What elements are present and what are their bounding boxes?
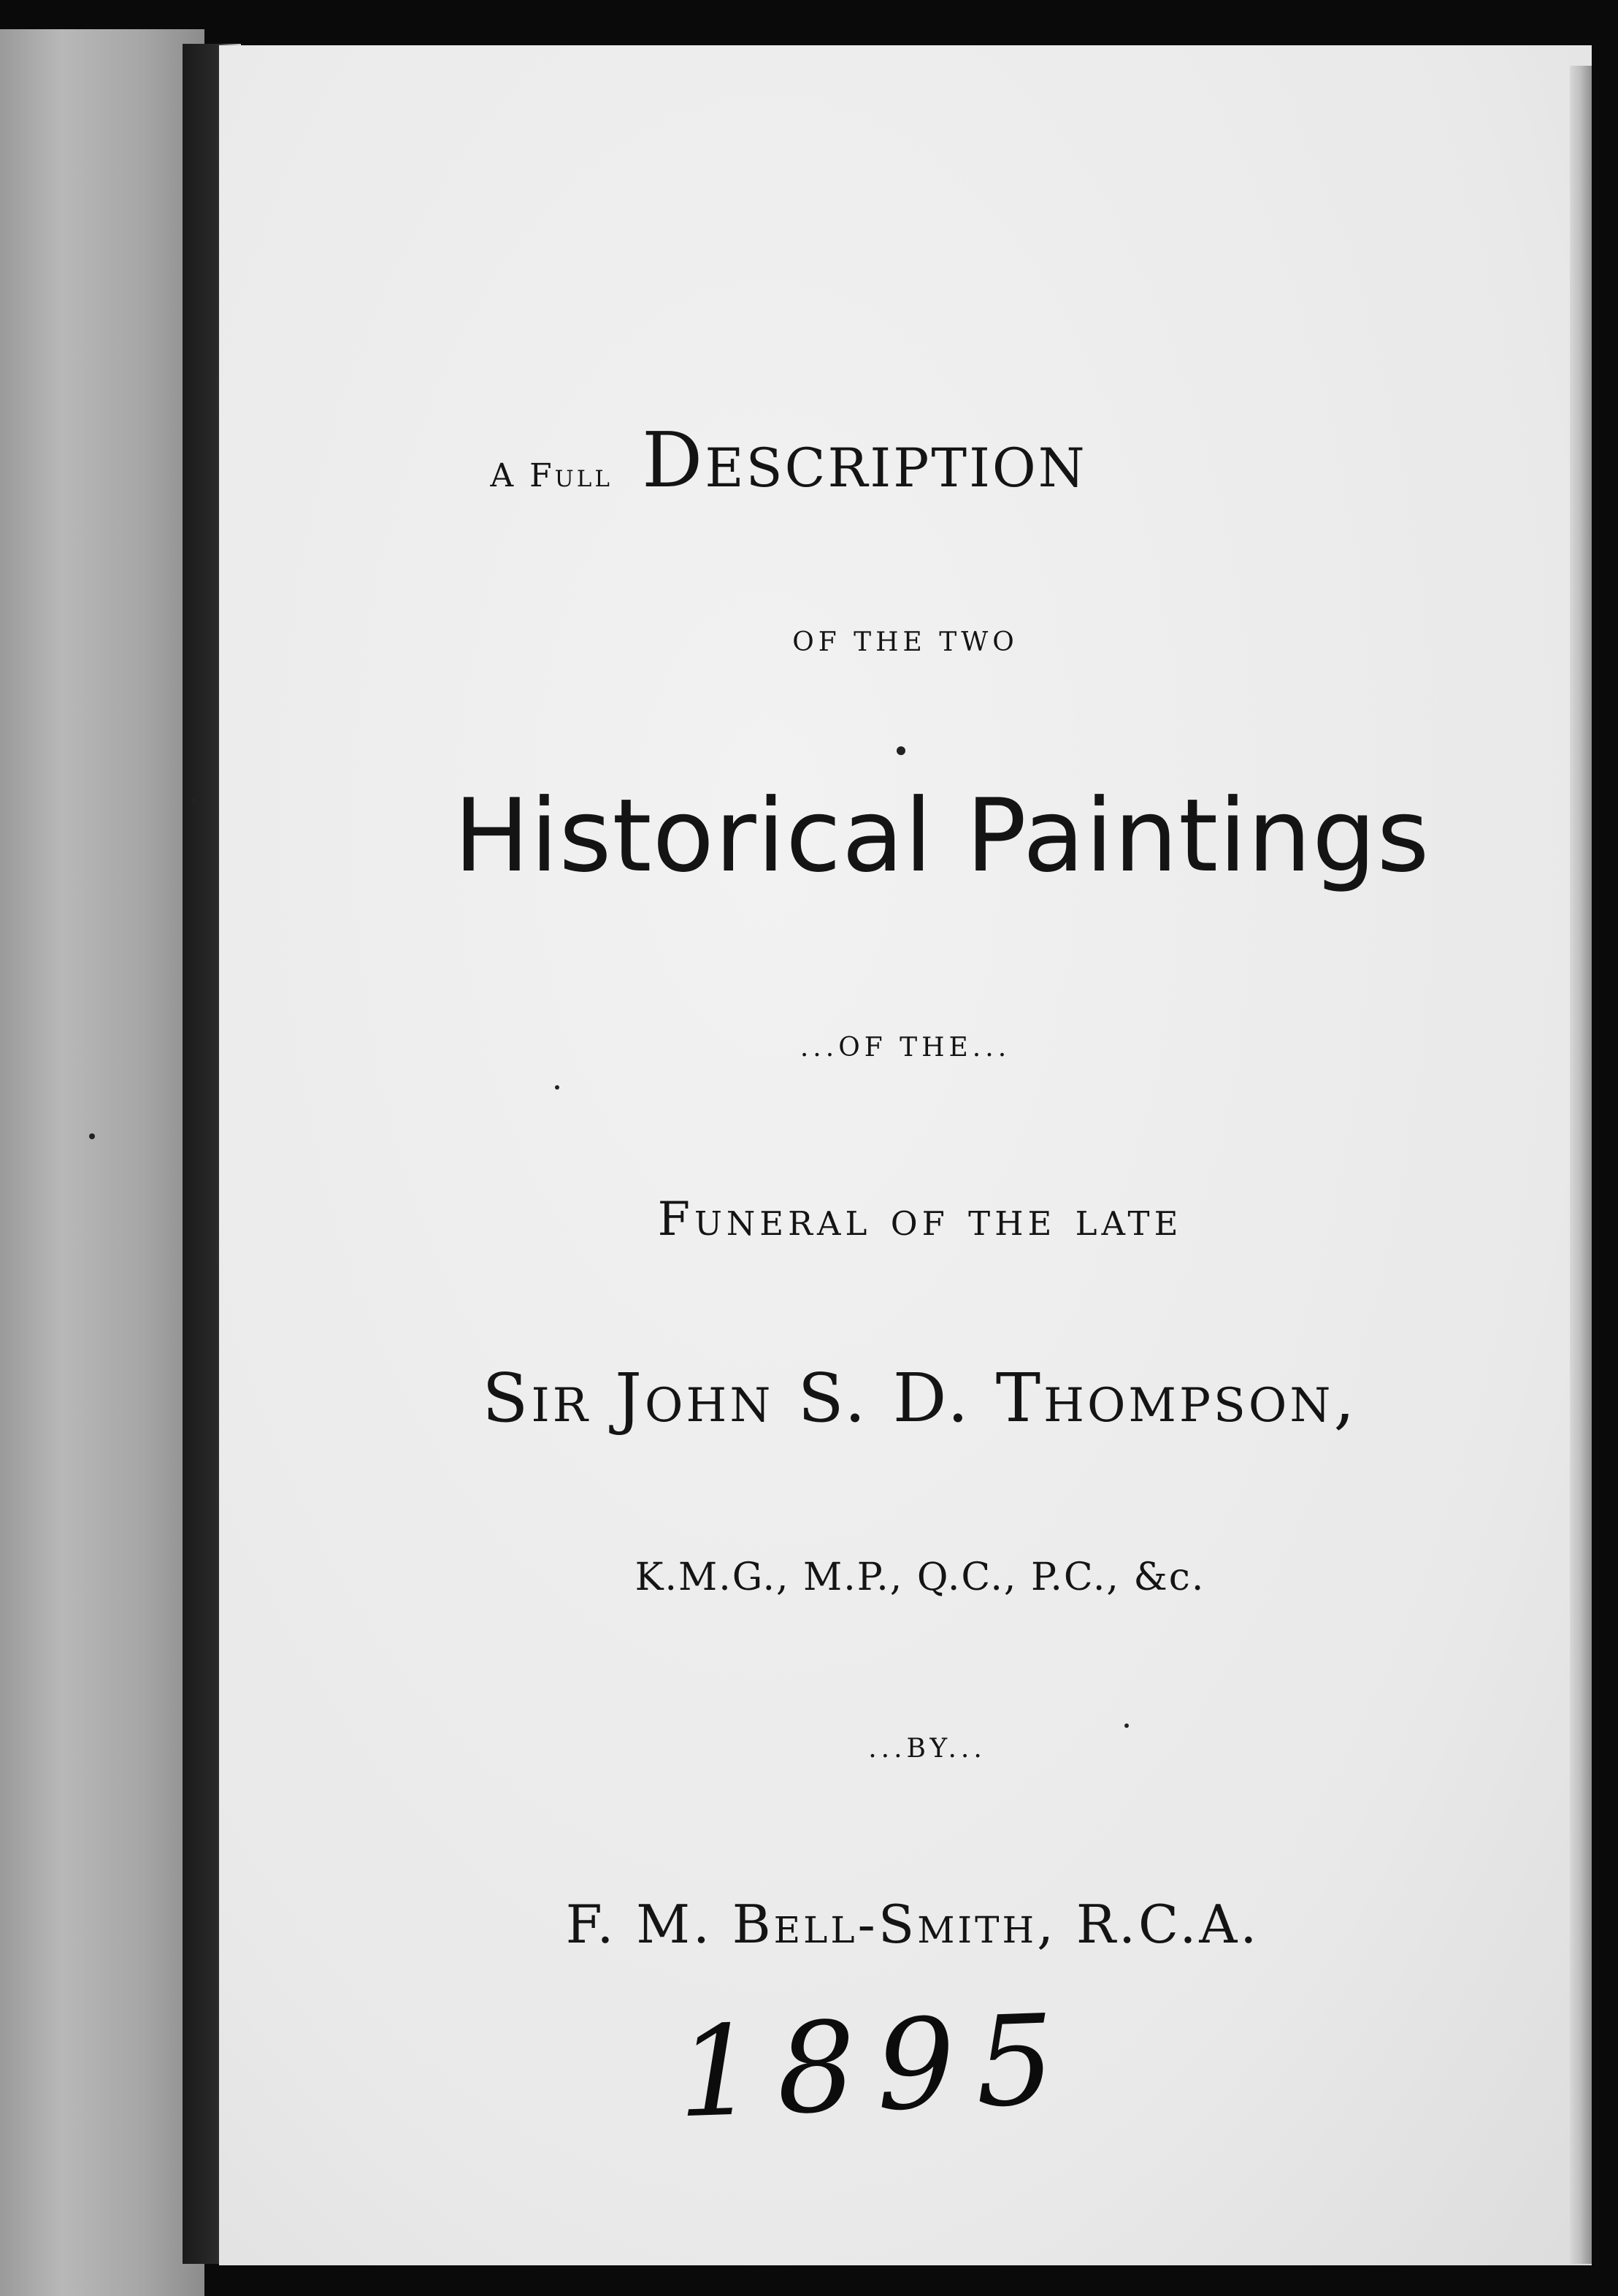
book-binding bbox=[0, 29, 204, 2296]
ink-speck bbox=[897, 746, 905, 755]
line-subject-name: Sir John S. D. Thompson, bbox=[482, 1359, 1358, 1437]
title-historical-paintings: Historical Paintings bbox=[453, 777, 1430, 895]
ink-speck bbox=[555, 1085, 559, 1090]
subheading-of-the: ...OF THE... bbox=[800, 1033, 1011, 1063]
ink-speck bbox=[1124, 1723, 1129, 1728]
heading-description bbox=[277, 409, 1300, 511]
heading-prefix: A Full bbox=[490, 457, 613, 494]
subheading-of-the-two: OF THE TWO bbox=[792, 627, 1019, 657]
heading-main: Description bbox=[641, 416, 1087, 505]
line-author: F. M. Bell-Smith, R.C.A. bbox=[565, 1894, 1260, 1955]
ink-speck bbox=[89, 1133, 95, 1139]
line-funeral: Funeral of the late bbox=[657, 1193, 1183, 1247]
subheading-by: ...BY... bbox=[868, 1734, 986, 1764]
handwritten-year: 1895 bbox=[675, 1987, 1078, 2146]
line-honours: K.M.G., M.P., Q.C., P.C., &c. bbox=[634, 1555, 1205, 1599]
ink-speck bbox=[191, 797, 197, 803]
